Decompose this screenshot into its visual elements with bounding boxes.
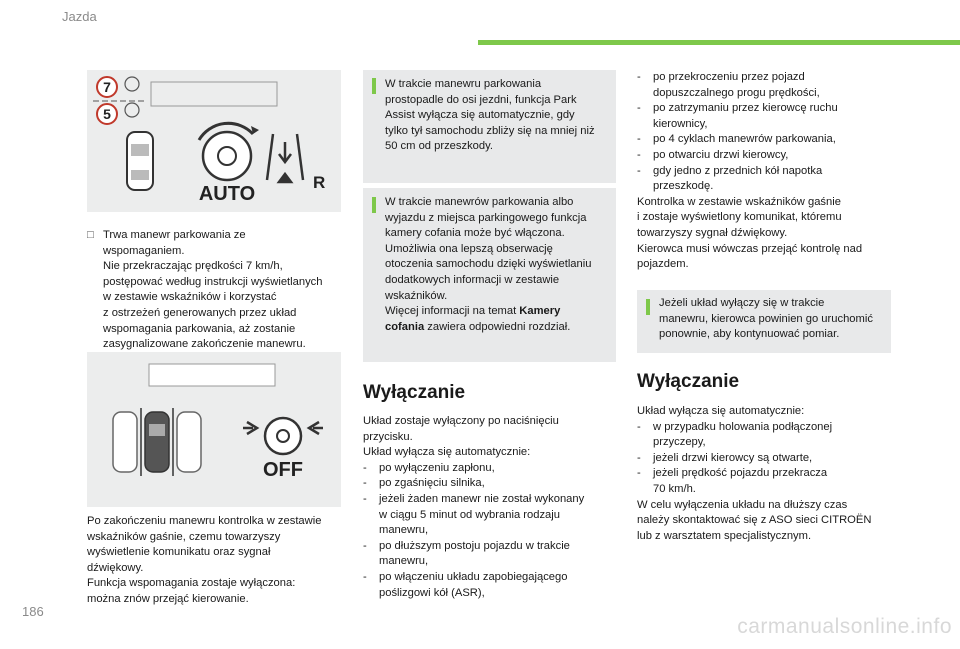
figure-auto-off (87, 352, 341, 507)
watermark: carmanualsonline.info (737, 615, 952, 638)
figure-auto-parking (87, 70, 341, 212)
note-marker (372, 197, 376, 213)
svg-text:OFF: OFF (263, 459, 303, 481)
car-top-view-icon (127, 132, 153, 190)
info-note-camera: W trakcie manewrów parkowania albo wyjazdu z miejsca parkingowego funkcja kamery cofania może być włączona. Umożliwia ona lepszą obserwację otoczenia samochodu dzięki wyświetlaniu dodatkowych informacji w zestawie wskaźników. Więcej informacji na temat Kamery cofania zawiera odpowiedni rozdział. (363, 188, 616, 362)
auto-parking-illustration (87, 70, 341, 212)
auto-off-illustration (87, 352, 341, 507)
end-manoeuvre-text: Po zakończeniu manewru kontrolka w zestawie wskaźników gaśnie, czemu towarzyszy wyświetlenie komunikatu oraz sygnał dźwiękowy. Funkcja wspomagania zostaje wyłączona: można znów przejąć kierowanie. (87, 515, 322, 605)
deactivation-text: Układ zostaje wyłączony po naciśnięciu przycisku. Układ wyłącza się automatycznie: - po wyłączeniu zapłonu, - po zgaśnięciu silnika, - jeżeli żaden manewr nie został wykonany w ciągu 5 minut od wybrania rodzaju manewru, - po dłuższym postoju pojazdu w trakcie manewru, - po włączeniu układu zapobiegającego poślizgowi kół (ASR), (363, 415, 585, 599)
info-note-restart: Jeżeli układ wyłączy się w trakcie manewru, kierowca powinien go uruchomić ponownie, aby kontynuować pomiar. (637, 290, 891, 353)
svg-text:AUTO: AUTO (198, 183, 256, 205)
section-heading-deactivation: Wyłączanie (363, 382, 466, 403)
svg-text:5: 5 (103, 106, 111, 122)
svg-text:7: 7 (103, 79, 111, 95)
step-instruction: □ Trwa manewr parkowania ze wspomaganiem. Nie przekraczając prędkości 7 km/h, postępować według instrukcji wyświetlanych w zestawie wskaźników i korzystać z ostrzeżeń generowanych przez układ wspomagania parkowania, aż zostanie zasygnalizowane zakończenie manewru. (87, 229, 323, 351)
steering-wheel-off-icon (243, 418, 323, 454)
auto-deactivation-text: Układ wyłącza się automatycznie: - w przypadku holowania podłączonej przyczepy, - jeżeli drzwi kierowcy są otwarte, - jeżeli prędkość pojazdu przekracza 70 km/h. W celu wyłączenia układu na dłuższy czas należy skontaktować się z ASO sieci CITROËN lub z warsztatem specjalistycznym. (637, 405, 872, 542)
deactivation-list-continued: - po przekroczeniu przez pojazd dopuszczalnego progu prędkości, - po zatrzymaniu przez kierowcę ruchu kierownicy, - po 4 cyklach manewrów parkowania, - po otwarciu drzwi kierowcy, - gdy jedno z przednich kół napotka przeszkodę. Kontrolka w zestawie wskaźników gaśnie i zostaje wyświetlony komunikat, któremu towarzyszy sygnał dźwiękowy. Kierowca musi wówczas przejąć kontrolę nad pojazdem. (637, 71, 863, 271)
svg-text:R: R (313, 173, 326, 192)
note-marker (646, 299, 650, 315)
small-wheel-icon (125, 77, 139, 91)
steering-wheel-icon (199, 123, 259, 180)
note-marker (372, 78, 376, 94)
page-number: 186 (22, 604, 44, 619)
parked-cars-icon (113, 408, 201, 476)
small-wheel-icon (125, 103, 139, 117)
parking-guide-icon (267, 134, 303, 182)
info-note-park-assist: W trakcie manewru parkowania prostopadle do osi jezdni, funkcja Park Assist wyłącza się automatycznie, gdy tylko tył samochodu zbliży się na mniej niż 50 cm od przeszkody. (363, 70, 616, 183)
section-heading-deactivation-2: Wyłączanie (637, 371, 740, 392)
section-title: Jazda (62, 9, 97, 24)
header-accent-bar (478, 40, 960, 45)
